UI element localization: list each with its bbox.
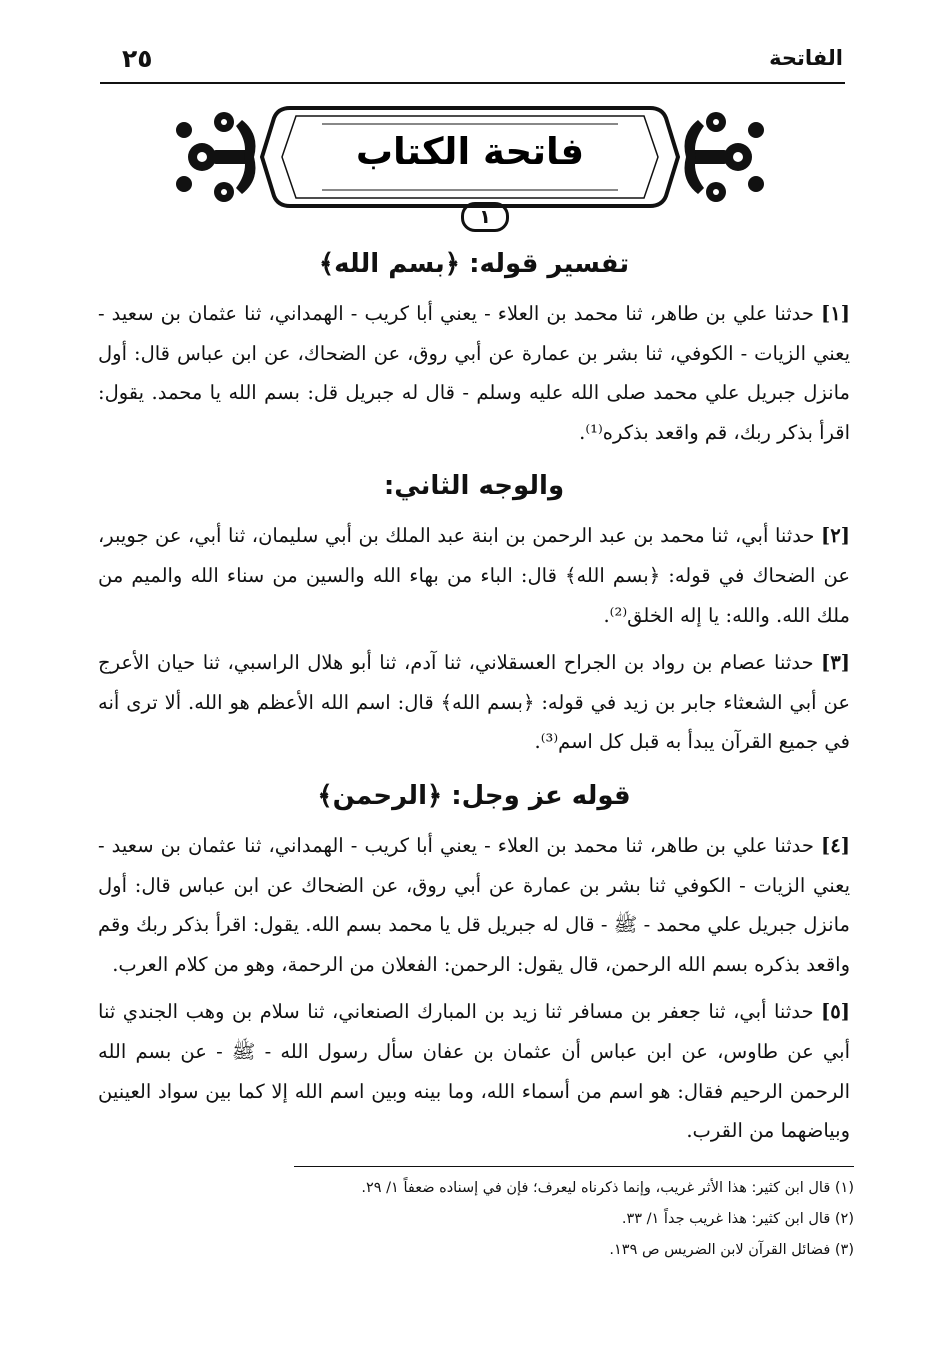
running-title: الفاتحة — [769, 46, 843, 70]
hadith-paragraph — [98, 294, 850, 452]
hadith-text: حدثنا علي بن طاهر، ثنا محمد بن العلاء - يعني أبا كريب - الهمداني، ثنا عثمان بن سعيد - يعني الزيات - الكوفي ثنا بشر بن عمارة عن أبي روق، عن الضحاك عن ابن عباس قال: أول مانزل جبريل علي محمد - ﷺ - قال له جبريل قل يا محمد بسم الله. يقول: اقرأ بذكر ربك وقم واقعد بذكره بسم الله الرحمن، قال يقول: الرحمن: الفعلان من الرحمة، وهو من كلام العرب. — [98, 833, 851, 976]
chapter-title: فاتحة الكتاب — [355, 130, 585, 173]
chapter-number-badge: ١ — [461, 202, 509, 232]
footnote: (٢) قال ابن كثير: هذا غريب جداً ١/ ٣٣. — [621, 1211, 854, 1227]
hadith-number: [٣] — [821, 651, 850, 675]
footnotes — [294, 1166, 854, 1266]
hadith-paragraph — [98, 643, 850, 762]
footnote: (١) قال ابن كثير: هذا الأثر غريب، وإنما ذكرناه ليعرف؛ فإن في إسناده ضعفاً ١/ ٢٩. — [361, 1180, 854, 1196]
hadith-paragraph — [98, 516, 850, 635]
section-heading: تفسير قوله: ﴿بسم الله﴾ — [318, 249, 630, 279]
page-number: ٢٥ — [122, 44, 153, 73]
footnote: (٣) فضائل القرآن لابن الضريس ص ١٣٩. — [609, 1242, 854, 1258]
main-text — [98, 238, 850, 1159]
hadith-text: حدثنا عصام بن رواد بن الجراح العسقلاني، ثنا آدم، ثنا أبو هلال الراسبي، ثنا حيان الأعرج عن أبي الشعثاء جابر بن زيد في قوله: ﴿بسم الله﴾ قال: اسم الله الأعظم هو الله. ألا ترى أنه في جميع القرآن يبدأ به قبل كل اسم⁽³⁾. — [98, 651, 850, 754]
page-header — [100, 38, 845, 84]
hadith-number: [١] — [821, 302, 850, 325]
hadith-text: حدثنا علي بن طاهر، ثنا محمد بن العلاء - يعني أبا كريب - الهمداني، ثنا عثمان بن سعيد - يعني الزيات - الكوفي، ثنا بشر بن عمارة عن أبي روق، عن الضحاك، عن ابن عباس قال: أول مانزل جبريل علي محمد صلى الله عليه وسلم - قال له جبريل قل: بسم الله يا محمد. يقول: اقرأ بذكر ربك، قم واقعد بذكره⁽¹⁾. — [98, 302, 850, 444]
section-heading: والوجه الثاني: — [383, 471, 565, 502]
hadith-paragraph — [98, 826, 850, 984]
section-heading: قوله عز وجل: ﴿الرحمن﴾ — [317, 780, 631, 811]
hadith-number: [٤] — [821, 833, 850, 857]
hadith-number: [٢] — [821, 524, 850, 548]
hadith-text: حدثنا أبي، ثنا محمد بن عبد الرحمن بن ابنة عبد الملك بن أبي سليمان، ثنا أبي، عن جويبر، عن الضحاك في قوله: ﴿بسم الله﴾ قال: الباء من بهاء الله والسين من سناء الله والميم من ملك الله. والله: يا إله الخلق⁽²⁾. — [98, 524, 850, 627]
hadith-paragraph — [98, 992, 850, 1150]
hadith-text: حدثنا أبي، ثنا جعفر بن مسافر ثنا زيد بن المبارك الصنعاني، ثنا سلام بن وهب الجندي ثنا أبي عن طاوس، عن ابن عباس أن عثمان بن عفان سأل رسول الله - ﷺ - عن بسم الله الرحمن الرحيم فقال: هو اسم من أسماء الله، وما بينه وبين اسم الله إلا كما بين سواد العينين وبياضهما من القرب. — [98, 1000, 850, 1143]
hadith-number: [٥] — [821, 1000, 850, 1024]
chapter-banner — [172, 100, 768, 215]
